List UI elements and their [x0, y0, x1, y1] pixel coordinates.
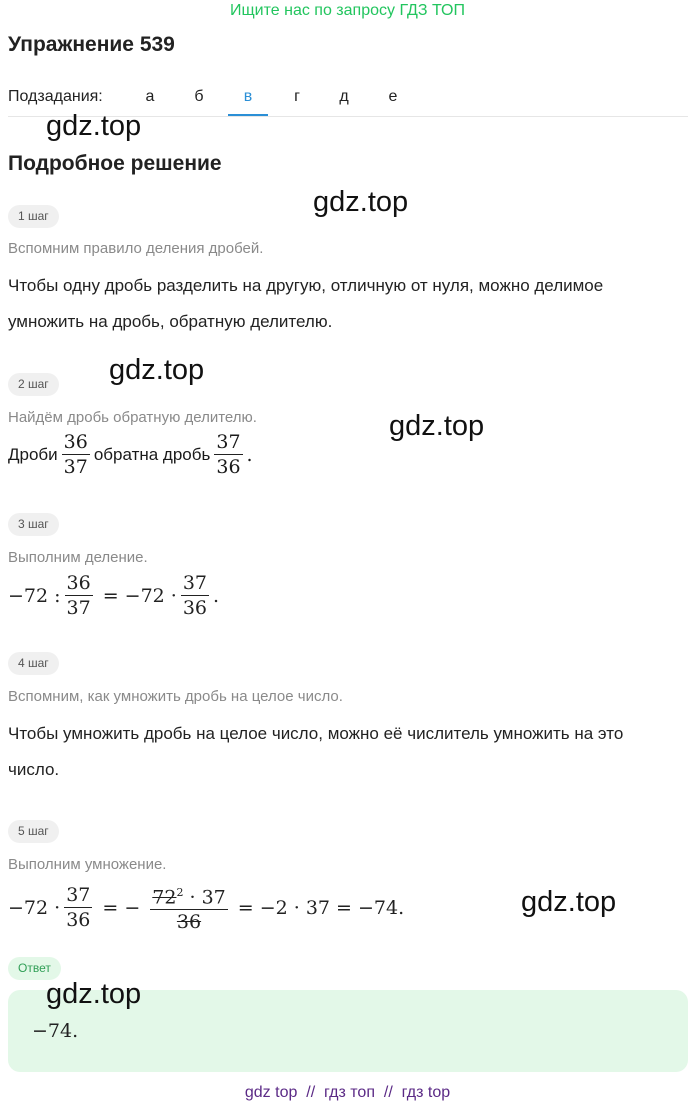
step-2-prefix: Дроби — [8, 444, 58, 464]
fraction: $\frac{37}{36}$ — [216, 431, 241, 478]
footer-links[interactable]: gdz top // гдз топ // гдз top — [244, 1084, 451, 1101]
tab-e[interactable]: е — [388, 88, 398, 105]
answer-badge: Ответ — [8, 957, 61, 980]
step-2-badge: 2 шаг — [8, 373, 59, 396]
tab-b[interactable]: б — [194, 88, 204, 105]
watermark: gdz.top — [109, 354, 205, 386]
fraction: $\frac{36}{37}$ — [63, 431, 88, 478]
search-banner: Ищите нас по запросу ГДЗ ТОП — [230, 2, 465, 19]
step-5-formula: −72 · $\frac{37}{36}$ = − $\frac{72^2 \cdot 37}{36}$ = −2 · 37 = −74. — [8, 884, 405, 934]
watermark: gdz.top — [46, 110, 142, 142]
step-3-hint: Выполним деление. — [8, 549, 148, 566]
fraction: $\frac{72^2 \cdot 37}{36}$ — [150, 883, 227, 932]
solution-title: Подробное решение — [8, 152, 222, 175]
step-1-badge: 1 шаг — [8, 205, 59, 228]
step-4-text: Чтобы умножить дробь на целое число, можно её числитель умножить на это число. — [8, 724, 624, 779]
tab-a[interactable]: а — [145, 88, 155, 105]
watermark: gdz.top — [46, 978, 142, 1010]
step-1-hint: Вспомним правило деления дробей. — [8, 240, 264, 257]
step-3-formula: −72 : $\frac{36}{37}$ = −72 · $\frac{37}{36}$ . — [8, 572, 220, 619]
watermark: gdz.top — [389, 410, 485, 442]
step-5-badge: 5 шаг — [8, 820, 59, 843]
watermark: gdz.top — [521, 886, 617, 918]
tab-g[interactable]: г — [294, 88, 300, 105]
tab-v[interactable]: в — [228, 88, 268, 116]
fraction: $\frac{37}{36}$ — [182, 572, 208, 619]
fraction: $\frac{37}{36}$ — [66, 884, 91, 932]
step-2-middle: обратна дробь — [93, 444, 211, 464]
fraction: $\frac{36}{37}$ — [66, 572, 91, 619]
answer-value: −74. — [32, 1020, 79, 1042]
subtasks-label: Подзадания: — [8, 88, 103, 105]
step-2-hint: Найдём дробь обратную делителю. — [8, 409, 257, 426]
exercise-title: Упражнение 539 — [8, 33, 175, 56]
step-4-badge: 4 шаг — [8, 652, 59, 675]
tab-d[interactable]: д — [339, 88, 349, 105]
step-4-hint: Вспомним, как умножить дробь на целое число. — [8, 688, 343, 705]
step-5-hint: Выполним умножение. — [8, 856, 167, 873]
step-2-statement: Дроби $\frac{36}{37}$ обратна дробь $\frac{37}{36}$ . — [8, 431, 253, 478]
watermark: gdz.top — [313, 186, 409, 218]
step-1-text: Чтобы одну дробь разделить на другую, отличную от нуля, можно делимое умножить на дробь, обратную делителю. — [8, 276, 604, 331]
step-3-badge: 3 шаг — [8, 513, 59, 536]
